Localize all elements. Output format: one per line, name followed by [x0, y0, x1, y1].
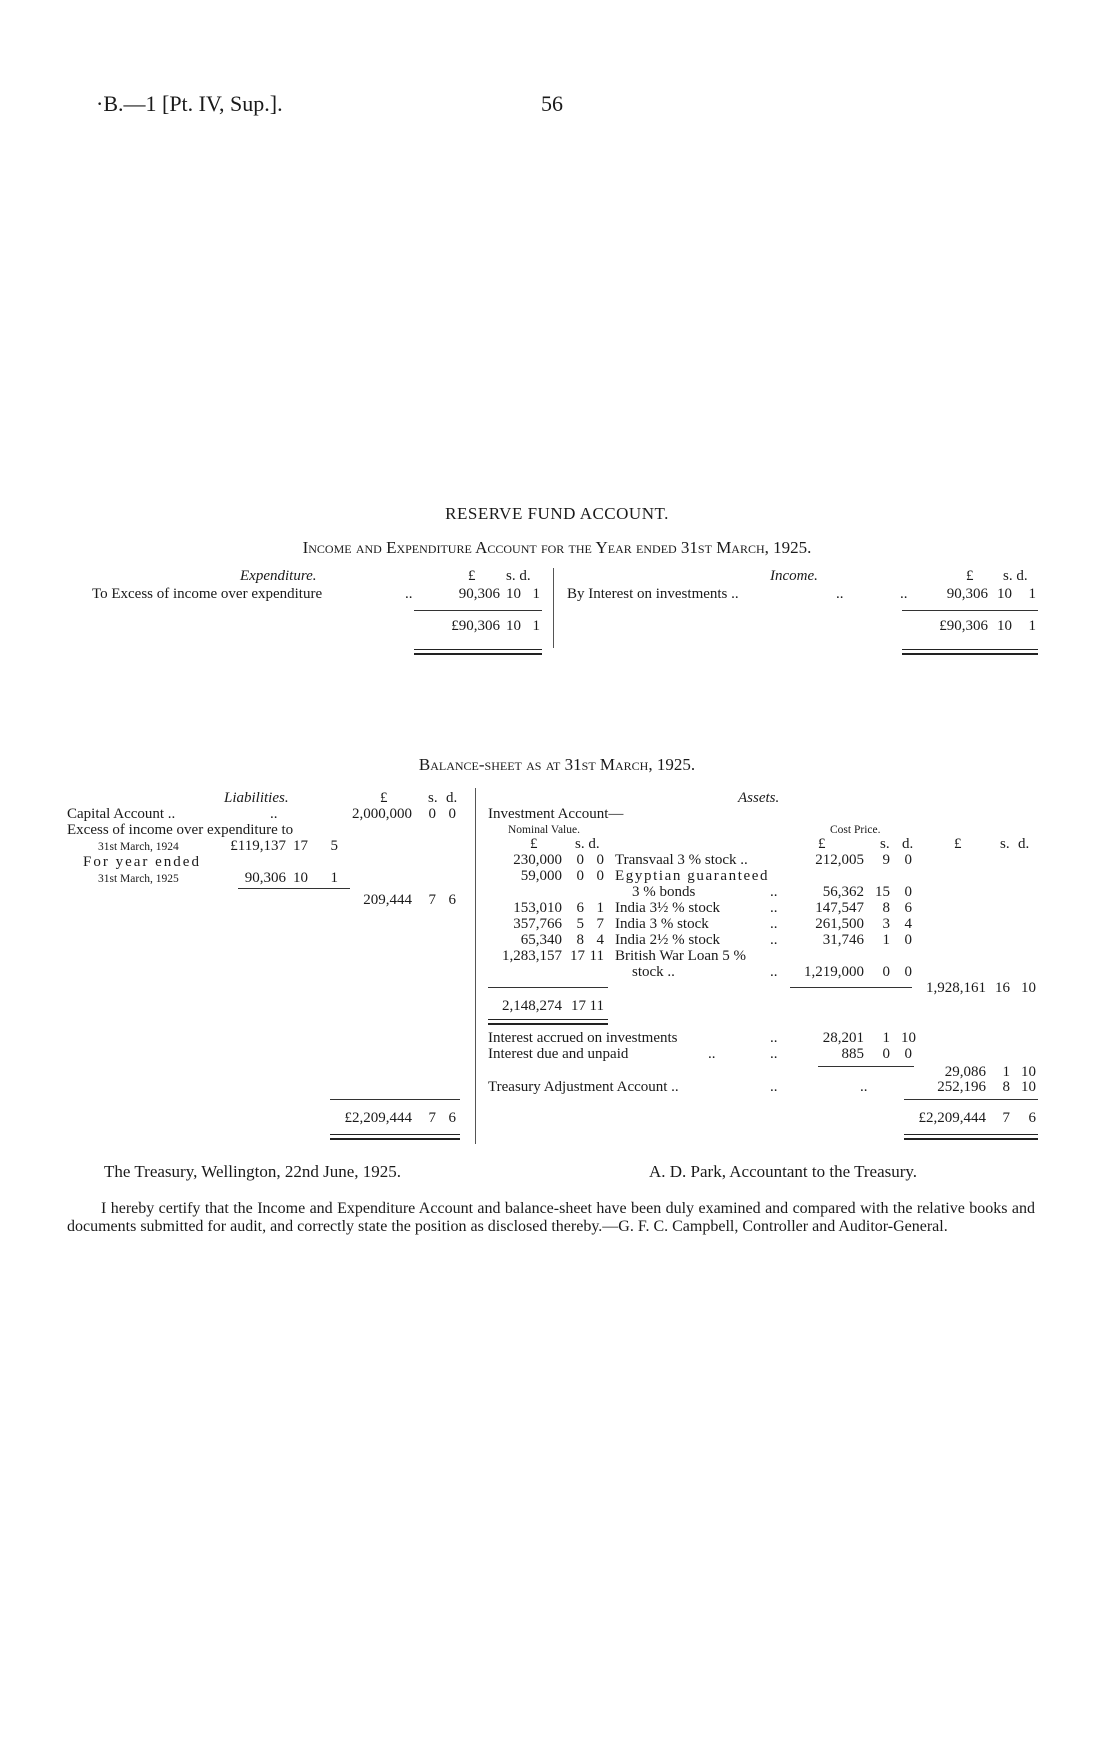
income-item: By Interest on investments ..: [567, 586, 739, 602]
investment-total-shillings: 16: [995, 980, 1010, 996]
cost-shillings: 0: [882, 964, 890, 980]
cost-pence: 0: [904, 884, 912, 900]
cost-shillings: 8: [882, 900, 890, 916]
page-number: 56: [541, 91, 563, 116]
stock-dots: ..: [770, 964, 778, 980]
balance-sheet-title: Balance-sheet as at 31st March, 1925.: [418, 755, 696, 774]
nominal-value: 1,283,157: [502, 948, 562, 964]
document-reference: ·B.—1 [Pt. IV, Sup.].: [96, 91, 283, 116]
nominal-shillings: 8: [576, 932, 584, 948]
treasury-adjustment-shillings: 8: [1002, 1079, 1010, 1095]
income-total-shillings: 10: [997, 618, 1012, 634]
liabilities-grand-total-shillings: 7: [428, 1110, 436, 1126]
investment-account-label: Investment Account—: [488, 806, 624, 822]
nominal-double-rule: [488, 1019, 608, 1025]
stock-dots: ..: [770, 884, 778, 900]
reserve-fund-title: RESERVE FUND ACCOUNT.: [445, 504, 669, 523]
cost-shillings: 15: [875, 884, 890, 900]
interest-total-shillings: 1: [1002, 1064, 1010, 1080]
interest-accrued-amount: 28,201: [822, 1030, 864, 1046]
excess-1924-amount: £119,137: [230, 838, 286, 854]
liabilities-grand-total-pence: 6: [448, 1110, 456, 1126]
treasury-adjustment-pence: 10: [1021, 1079, 1036, 1095]
stock-description: 3 % bonds: [632, 884, 696, 900]
expenditure-subtotal-rule: [414, 610, 542, 611]
inc-sd-header: s. d.: [1003, 568, 1028, 584]
inc-pound-header: £: [966, 568, 974, 584]
cost-s-header: s.: [880, 836, 890, 852]
stock-dots: ..: [770, 932, 778, 948]
stock-description: British War Loan 5 %: [615, 948, 746, 964]
cost-pound-header: £: [818, 836, 826, 852]
income-dots-1: ..: [836, 586, 844, 602]
balance-column-divider: [475, 788, 476, 1144]
nominal-pence: 11: [589, 948, 604, 964]
interest-total: 29,086: [944, 1064, 986, 1080]
income-amount: 90,306: [946, 586, 988, 602]
treasury-place-date: The Treasury, Wellington, 22nd June, 1925.: [104, 1162, 402, 1181]
treasury-adjustment-amount: 252,196: [937, 1079, 986, 1095]
interest-accrued-shillings: 1: [882, 1030, 890, 1046]
nominal-shillings: 0: [576, 852, 584, 868]
stock-dots: ..: [770, 900, 778, 916]
income-double-rule: [902, 649, 1038, 655]
excess-total-shillings: 7: [428, 892, 436, 908]
interest-total-pence: 10: [1021, 1064, 1036, 1080]
liabilities-grand-total: £2,209,444: [344, 1110, 412, 1126]
nominal-pence: 1: [596, 900, 604, 916]
excess-1924-pence: 5: [330, 838, 338, 854]
cost-price-header: Cost Price.: [830, 824, 881, 836]
cost-pence: 0: [904, 964, 912, 980]
total-pound-header: £: [954, 836, 962, 852]
exp-sd-header: s. d.: [506, 568, 531, 584]
excess-income-label: Excess of income over expenditure to: [67, 822, 294, 838]
cost-d-header: d.: [902, 836, 914, 852]
nominal-shillings: 0: [576, 868, 584, 884]
income-dots-2: ..: [900, 586, 908, 602]
interest-due-pence: 0: [904, 1046, 912, 1062]
income-total-pence: 1: [1028, 618, 1036, 634]
nominal-pound-header: £: [530, 836, 538, 852]
stock-description: India 3 % stock: [615, 916, 709, 932]
liab-pound-header: £: [380, 790, 388, 806]
nominal-pence: 4: [596, 932, 604, 948]
expenditure-amount: 90,306: [458, 586, 500, 602]
nominal-value: 65,340: [520, 932, 562, 948]
interest-accrued-pence: 10: [901, 1030, 916, 1046]
excess-1925-amount: 90,306: [244, 870, 286, 886]
cost-subtotal-rule: [790, 987, 912, 988]
interest-due-shillings: 0: [882, 1046, 890, 1062]
nominal-shillings: 17: [570, 948, 585, 964]
expenditure-pence: 1: [532, 586, 540, 602]
stock-description: Egyptian guaranteed: [615, 868, 770, 884]
income-pence: 1: [1028, 586, 1036, 602]
investment-total: 1,928,161: [926, 980, 986, 996]
nominal-value: 230,000: [513, 852, 562, 868]
excess-1924-shillings: 17: [293, 838, 308, 854]
assets-total-rule: [904, 1099, 1038, 1100]
stock-description: Transvaal 3 % stock ..: [615, 852, 748, 868]
cost-pence: 0: [904, 852, 912, 868]
income-shillings: 10: [997, 586, 1012, 602]
income-total: £90,306: [939, 618, 988, 634]
treasury-adjustment-dots-2: ..: [860, 1079, 868, 1095]
excess-1925-shillings: 10: [293, 870, 308, 886]
interest-due-label: Interest due and unpaid: [488, 1046, 629, 1062]
nominal-value: 357,766: [513, 916, 562, 932]
nominal-pence: 7: [596, 916, 604, 932]
cost-shillings: 1: [882, 932, 890, 948]
assets-heading: Assets.: [738, 790, 780, 806]
nominal-shillings: 6: [576, 900, 584, 916]
interest-due-amount: 885: [841, 1046, 864, 1062]
cost-price: 212,005: [815, 852, 864, 868]
assets-grand-total: £2,209,444: [918, 1110, 986, 1126]
nominal-value: 153,010: [513, 900, 562, 916]
assets-grand-total-pence: 6: [1028, 1110, 1036, 1126]
nominal-total-shillings: 17: [571, 998, 586, 1014]
cost-price: 1,219,000: [804, 964, 864, 980]
income-subtotal-rule: [902, 610, 1038, 611]
investment-total-pence: 10: [1021, 980, 1036, 996]
expenditure-total-shillings: 10: [506, 618, 521, 634]
excess-1925-pence: 1: [330, 870, 338, 886]
cost-price: 56,362: [822, 884, 864, 900]
auditor-certificate: I hereby certify that the Income and Expenditure Account and balance-sheet have been duly examined and compared with the relative books and documents submitted for audit, and correctly state the position as disclosed thereby.—G. F. C. Campbell, Controller and Auditor-General.: [67, 1200, 1035, 1235]
excess-subtotal-rule: [238, 888, 350, 889]
liab-s-header: s.: [428, 790, 438, 806]
nominal-pence: 0: [596, 852, 604, 868]
capital-account-label: Capital Account ..: [67, 806, 176, 822]
cost-shillings: 9: [882, 852, 890, 868]
interest-accrued-label: Interest accrued on investments: [488, 1030, 678, 1046]
cost-shillings: 3: [882, 916, 890, 932]
nominal-shillings: 5: [576, 916, 584, 932]
cost-pence: 0: [904, 932, 912, 948]
for-year-ended-label: For year ended: [83, 854, 201, 870]
interest-due-dots-2: ..: [770, 1046, 778, 1062]
expenditure-item: To Excess of income over expenditure: [92, 586, 323, 602]
excess-total-pence: 6: [448, 892, 456, 908]
capital-account-amount: 2,000,000: [352, 806, 412, 822]
expenditure-shillings: 10: [506, 586, 521, 602]
cost-price: 31,746: [822, 932, 864, 948]
nominal-subtotal-rule: [488, 987, 608, 988]
nominal-sd-header: s. d.: [575, 836, 600, 852]
cost-pence: 4: [904, 916, 912, 932]
cost-pence: 6: [904, 900, 912, 916]
stock-description: India 3½ % stock: [615, 900, 720, 916]
reserve-column-divider: [553, 568, 554, 648]
assets-grand-total-shillings: 7: [1002, 1110, 1010, 1126]
expenditure-heading: Expenditure.: [240, 568, 317, 584]
stock-dots: ..: [770, 916, 778, 932]
income-heading: Income.: [770, 568, 818, 584]
income-expenditure-subtitle: Income and Expenditure Account for the Year ended 31st March, 1925.: [302, 538, 812, 557]
interest-due-dots-1: ..: [708, 1046, 716, 1062]
to-march-1924-label: 31st March, 1924: [98, 841, 179, 853]
liabilities-heading: Liabilities.: [224, 790, 289, 806]
to-march-1925-label: 31st March, 1925: [98, 873, 179, 885]
total-d-header: d.: [1018, 836, 1030, 852]
total-s-header: s.: [1000, 836, 1010, 852]
expenditure-dots: ..: [405, 586, 413, 602]
liabilities-total-rule: [330, 1099, 460, 1100]
expenditure-total-pence: 1: [532, 618, 540, 634]
liab-d-header: d.: [446, 790, 458, 806]
capital-account-shillings: 0: [428, 806, 436, 822]
nominal-value: 59,000: [520, 868, 562, 884]
capital-account-pence: 0: [448, 806, 456, 822]
nominal-total-pence: 11: [589, 998, 604, 1014]
expenditure-double-rule: [414, 649, 542, 655]
stock-description: India 2½ % stock: [615, 932, 720, 948]
interest-accrued-dots: ..: [770, 1030, 778, 1046]
expenditure-total: £90,306: [451, 618, 500, 634]
assets-double-rule: [904, 1134, 1038, 1140]
interest-subtotal-rule: [818, 1066, 914, 1067]
nominal-total: 2,148,274: [502, 998, 562, 1014]
treasury-adjustment-label: Treasury Adjustment Account ..: [488, 1079, 679, 1095]
exp-pound-header: £: [468, 568, 476, 584]
treasury-adjustment-dots-1: ..: [770, 1079, 778, 1095]
capital-account-dots: ..: [270, 806, 278, 822]
cost-price: 261,500: [815, 916, 864, 932]
accountant-signature: A. D. Park, Accountant to the Treasury.: [649, 1162, 918, 1181]
cost-price: 147,547: [815, 900, 864, 916]
nominal-pence: 0: [596, 868, 604, 884]
liabilities-double-rule: [330, 1134, 460, 1140]
stock-description: stock ..: [632, 964, 675, 980]
nominal-value-header: Nominal Value.: [508, 824, 580, 836]
excess-total-amount: 209,444: [363, 892, 412, 908]
